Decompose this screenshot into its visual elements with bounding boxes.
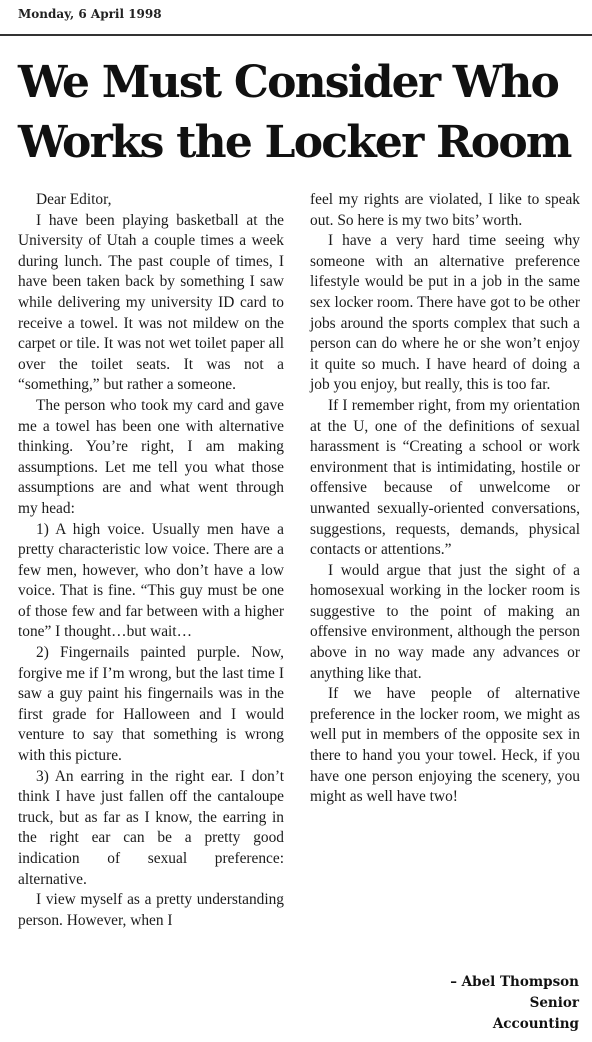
headline: We Must Consider Who Works the Locker Room: [18, 57, 571, 168]
right-column: [310, 190, 580, 808]
paragraph: I view myself as a pretty understanding person. However, when I: [18, 891, 284, 929]
paragraph: If we have people of alternative preference in the locker room, we might as well put in members of the opposite sex in there to hand you your towel. Heck, if you have one person enjoying the scenery, you might as well have two!: [310, 685, 580, 806]
signature-name: – Abel Thompson: [450, 974, 579, 990]
salutation: Dear Editor,: [36, 191, 112, 208]
paragraph: I have a very hard time seeing why someone with an alternative preference lifestyle would be put in a job in the same sex locker room. There have got to be other jobs around the sports complex that such a person can do where he or she won’t enjoy it quite so much. I have heard of doing a job you enjoy, but really, this is too far.: [310, 232, 580, 394]
paragraph: 3) An earring in the right ear. I don’t think I have just fallen off the cantaloupe truck, but as far as I know, the earring in the right ear can be a pretty good indication of sexual preference: alternative.: [18, 767, 284, 888]
signature-year: Senior: [529, 995, 579, 1011]
paragraph: 2) Fingernails painted purple. Now, forgive me if I’m wrong, but the last time I saw a guy paint his fingernails was in the first grade for Halloween and I would venture to say that something is wrong with this picture.: [18, 644, 284, 765]
signature-major: Accounting: [492, 1016, 579, 1032]
paragraph: I would argue that just the sight of a homosexual working in the locker room is suggestive to the point of making an offensive environment, although the person above in no way made any advances or anything like that.: [310, 561, 580, 682]
paragraph: 1) A high voice. Usually men have a pretty characteristic low voice. There are a few men, however, who don’t have a low voice. That is fine. “This guy must be one of those few and far between with a higher tone” I thought…but wait…: [18, 520, 284, 641]
paragraph: If I remember right, from my orientation at the U, one of the definitions of sexual harassment is “Creating a school or work environment that is intimidating, hostile or offensive because of unwelcome or unwanted sexually-oriented conversations, suggestions, requests, demands, physical contacts or attentions.”: [310, 396, 580, 559]
paragraph: The person who took my card and gave me a towel has been one with alternative thinking. You’re right, I am making assumptions. Let me tell you what those assumptions are and what went through my head:: [18, 396, 284, 517]
header-rule: [0, 34, 592, 36]
paragraph: I have been playing basketball at the University of Utah a couple times a week during lunch. The past couple of times, I have been taken back by something I saw while delivering my university ID card to receive a towel. It was not mildew on the carpet or tile. It was not wet toilet paper all over the toilet seats. It was not a “something,” but rather a someone.: [18, 211, 284, 394]
dateline: Monday, 6 April 1998: [18, 7, 162, 21]
left-column: [18, 190, 284, 931]
signature-block: [450, 972, 579, 1035]
paragraph-continuation: feel my rights are violated, I like to speak out. So here is my two bits’ worth.: [310, 191, 580, 229]
